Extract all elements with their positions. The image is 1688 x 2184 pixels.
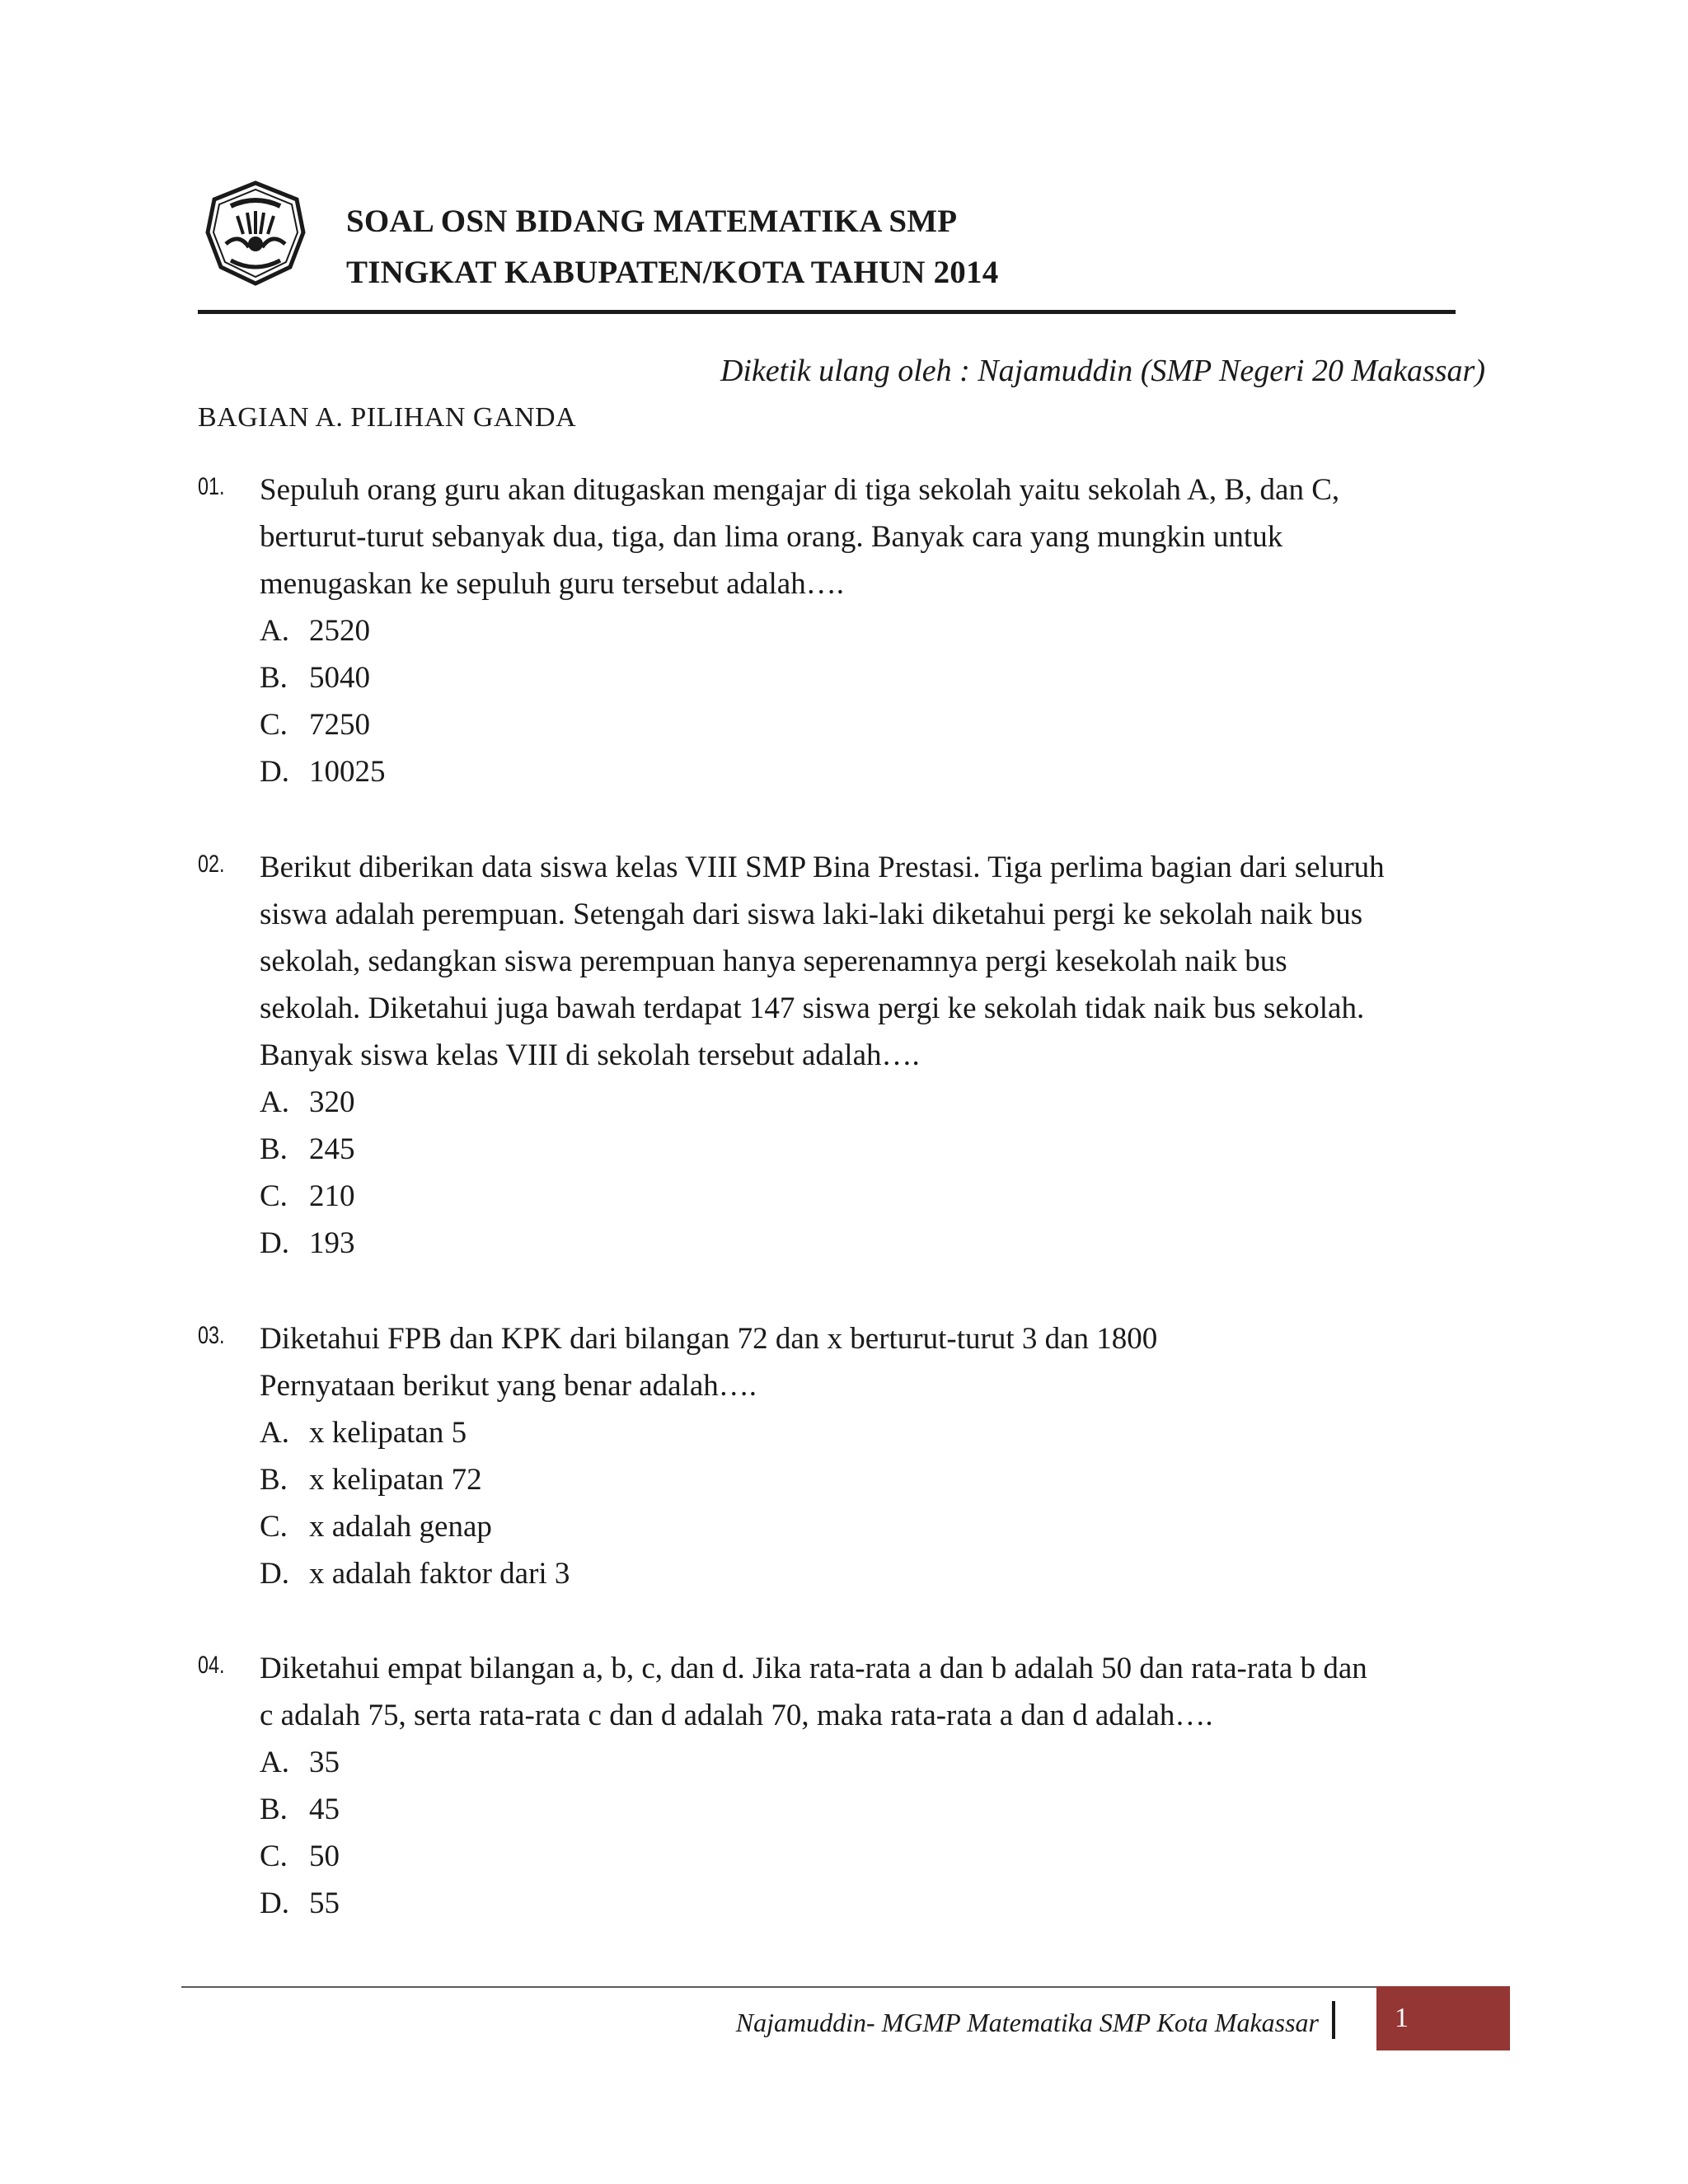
question-02	[198, 844, 1492, 1267]
answer-option-c	[260, 1833, 1492, 1880]
option-key: B.	[260, 1132, 288, 1166]
option-text: 35	[309, 1746, 340, 1779]
answer-options	[260, 1409, 1492, 1597]
option-text: x kelipatan 5	[309, 1416, 467, 1450]
page-number-box	[1376, 1986, 1510, 2050]
answer-option-b	[260, 1126, 1492, 1173]
question-01	[198, 466, 1492, 795]
answer-option-d	[260, 748, 1492, 795]
question-text	[260, 1645, 1492, 1739]
answer-option-b	[260, 1456, 1492, 1503]
answer-option-a	[260, 1409, 1492, 1456]
answer-option-a	[260, 1079, 1492, 1126]
header-divider	[198, 310, 1456, 314]
option-key: C.	[260, 708, 288, 742]
question-number: 02.	[198, 851, 225, 878]
option-key: A.	[260, 614, 289, 648]
answer-option-a	[260, 1739, 1492, 1786]
question-text-line: Diketahui FPB dan KPK dari bilangan 72 dan x berturut-turut 3 dan 1800	[260, 1322, 1158, 1356]
question-number: 03.	[198, 1322, 225, 1349]
option-text: x adalah faktor dari 3	[309, 1557, 570, 1591]
question-text-line: siswa adalah perempuan. Setengah dari siswa laki-laki diketahui pergi ke sekolah naik bus	[260, 898, 1363, 931]
document-title-line1: SOAL OSN BIDANG MATEMATIKA SMP	[346, 204, 958, 239]
answer-option-c	[260, 1503, 1492, 1550]
option-key: C.	[260, 1179, 288, 1213]
question-04	[198, 1645, 1492, 1927]
option-key: D.	[260, 1886, 289, 1920]
option-key: B.	[260, 661, 288, 695]
option-key: A.	[260, 1416, 289, 1450]
answer-options	[260, 607, 1492, 795]
page-number: 1	[1395, 2003, 1409, 2033]
option-text: 45	[309, 1793, 340, 1826]
option-text: 5040	[309, 661, 370, 695]
option-text: 7250	[309, 708, 370, 742]
answer-option-d	[260, 1550, 1492, 1597]
tut-wuri-handayani-emblem-icon	[198, 175, 313, 290]
option-text: x adalah genap	[309, 1510, 492, 1544]
question-text-line: menugaskan ke sepuluh guru tersebut adalah….	[260, 567, 844, 601]
section-heading: BAGIAN A. PILIHAN GANDA	[198, 402, 577, 433]
option-text: 210	[309, 1179, 355, 1213]
question-text-line: sekolah, sedangkan siswa perempuan hanya seperenamnya pergi kesekolah naik bus	[260, 944, 1287, 978]
answer-options	[260, 1079, 1492, 1267]
option-key: D.	[260, 755, 289, 789]
answer-option-b	[260, 654, 1492, 701]
footer-separator-bar	[1332, 2001, 1335, 2039]
option-key: B.	[260, 1463, 288, 1497]
question-text-line: Pernyataan berikut yang benar adalah….	[260, 1369, 757, 1403]
answer-option-d	[260, 1880, 1492, 1927]
option-text: 245	[309, 1132, 355, 1166]
answer-option-a	[260, 607, 1492, 654]
question-text	[260, 844, 1492, 1079]
question-text-line: c adalah 75, serta rata-rata c dan d adalah 70, maka rata-rata a dan d adalah….	[260, 1699, 1213, 1732]
question-text-line: Berikut diberikan data siswa kelas VIII SMP Bina Prestasi. Tiga perlima bagian dari seluruh	[260, 851, 1385, 884]
option-text: 10025	[309, 755, 386, 789]
question-text-line: sekolah. Diketahui juga bawah terdapat 147 siswa pergi ke sekolah tidak naik bus sekolah.	[260, 991, 1365, 1025]
question-text-line: Diketahui empat bilangan a, b, c, dan d. Jika rata-rata a dan b adalah 50 dan rata-rata b dan	[260, 1652, 1367, 1685]
option-key: B.	[260, 1793, 288, 1826]
option-text: 55	[309, 1886, 340, 1920]
footer-divider	[181, 1986, 1376, 1988]
answer-option-d	[260, 1220, 1492, 1267]
question-text	[260, 1315, 1492, 1409]
answer-options	[260, 1739, 1492, 1927]
question-number: 01.	[198, 473, 225, 500]
option-key: D.	[260, 1557, 289, 1591]
option-text: x kelipatan 72	[309, 1463, 482, 1497]
option-text: 2520	[309, 614, 370, 648]
credit-line: Diketik ulang oleh : Najamuddin (SMP Negeri 20 Makassar)	[720, 354, 1485, 388]
question-number: 04.	[198, 1652, 225, 1679]
option-key: A.	[260, 1085, 289, 1119]
question-03	[198, 1315, 1492, 1597]
question-text	[260, 466, 1492, 607]
footer-text: Najamuddin- MGMP Matematika SMP Kota Makassar	[735, 2008, 1319, 2037]
option-key: A.	[260, 1746, 289, 1779]
question-text-line: Sepuluh orang guru akan ditugaskan mengajar di tiga sekolah yaitu sekolah A, B, dan C,	[260, 473, 1340, 507]
question-text-line: Banyak siswa kelas VIII di sekolah tersebut adalah….	[260, 1038, 920, 1072]
answer-option-b	[260, 1786, 1492, 1833]
option-text: 193	[309, 1226, 355, 1260]
document-title-line2: TINGKAT KABUPATEN/KOTA TAHUN 2014	[346, 255, 999, 290]
option-key: D.	[260, 1226, 289, 1260]
option-text: 320	[309, 1085, 355, 1119]
option-key: C.	[260, 1840, 288, 1873]
question-text-line: berturut-turut sebanyak dua, tiga, dan lima orang. Banyak cara yang mungkin untuk	[260, 520, 1283, 554]
option-text: 50	[309, 1840, 340, 1873]
option-key: C.	[260, 1510, 288, 1544]
answer-option-c	[260, 701, 1492, 748]
answer-option-c	[260, 1173, 1492, 1220]
